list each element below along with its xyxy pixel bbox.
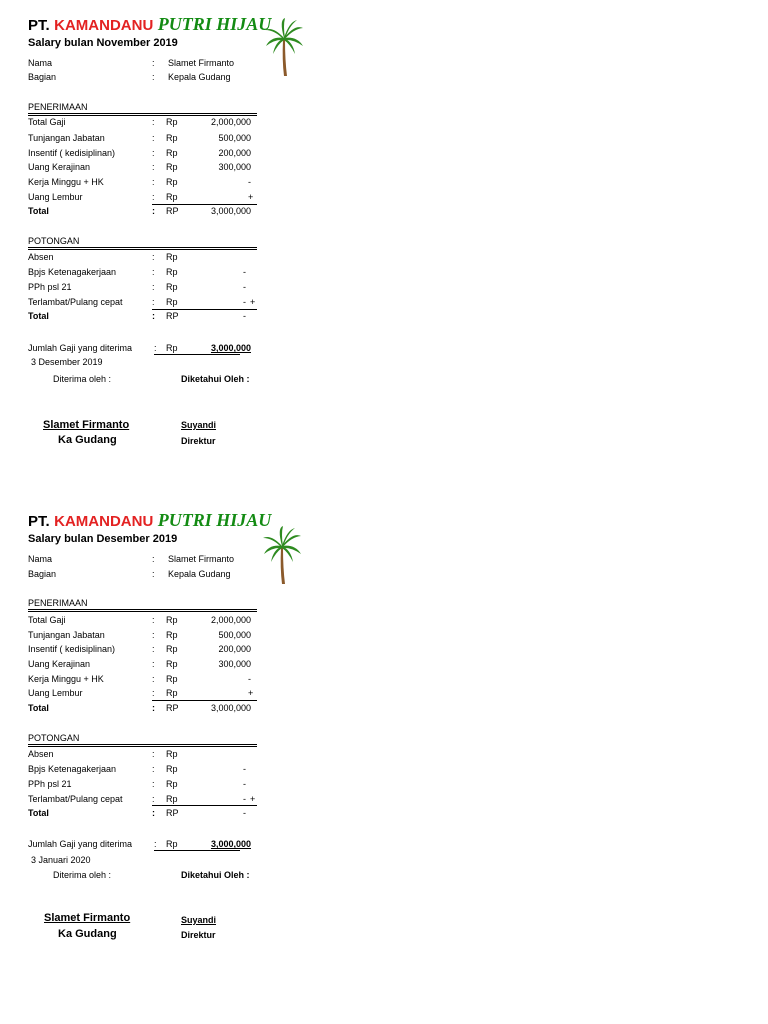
earning-label: Kerja Minggu + HK <box>28 674 104 684</box>
deduction-currency: Rp <box>166 794 178 804</box>
earning-colon: : <box>152 177 155 187</box>
info-row <box>28 56 268 70</box>
deduction-total-row <box>28 806 268 820</box>
acknowledged-by-label: Diketahui Oleh : <box>181 870 250 880</box>
deduction-row <box>28 747 268 761</box>
deduction-amount: - <box>243 282 246 292</box>
deduction-amount: - <box>243 297 246 307</box>
total-currency: RP <box>166 808 179 818</box>
earning-colon: : <box>152 659 155 669</box>
net-pay-currency: Rp <box>166 839 178 849</box>
info-row <box>28 567 268 581</box>
penerimaan-heading: PENERIMAAN <box>28 102 88 112</box>
deduction-label: Bpjs Ketenagakerjaan <box>28 267 117 277</box>
deduction-currency: Rp <box>166 282 178 292</box>
deduction-row <box>28 792 268 806</box>
info-colon: : <box>152 569 155 579</box>
total-amount: - <box>243 808 246 818</box>
deduction-label: Bpjs Ketenagakerjaan <box>28 764 117 774</box>
earning-currency: Rp <box>166 162 178 172</box>
deduction-colon: : <box>152 779 155 789</box>
earning-row <box>28 175 268 189</box>
earning-label: Uang Kerajinan <box>28 162 91 172</box>
deduction-row <box>28 777 268 791</box>
earning-colon: : <box>152 133 155 143</box>
company-name-suffix: PUTRI HIJAU <box>157 510 272 530</box>
net-pay-amount: 3,000,000 <box>210 343 251 353</box>
deduction-row <box>28 250 268 264</box>
total-amount: - <box>243 311 246 321</box>
slip-subtitle: Salary bulan Desember 2019 <box>28 533 178 545</box>
earning-amount: - <box>248 177 251 187</box>
salary-slip-november <box>0 0 768 490</box>
approver-title: Direktur <box>181 930 216 940</box>
earning-colon: : <box>152 162 155 172</box>
net-pay-underline <box>154 850 240 851</box>
earning-label: Insentif ( kedisiplinan) <box>28 644 116 654</box>
earning-currency: Rp <box>166 133 178 143</box>
deduction-row <box>28 295 268 309</box>
total-currency: RP <box>166 206 179 216</box>
earning-colon: : <box>152 630 155 640</box>
deduction-currency: Rp <box>166 252 178 262</box>
deduction-colon: : <box>152 282 155 292</box>
deduction-amount: - <box>243 764 246 774</box>
total-label: Total <box>28 703 49 713</box>
net-pay-row <box>28 341 268 355</box>
earning-colon: : <box>152 192 155 202</box>
deduction-colon: : <box>152 749 155 759</box>
earning-row <box>28 672 268 686</box>
total-colon: : <box>152 703 155 713</box>
info-value: Kepala Gudang <box>168 72 231 82</box>
company-name <box>28 14 271 35</box>
company-name-main: KAMANDANU <box>54 17 154 34</box>
deduction-label: PPh psl 21 <box>28 282 72 292</box>
earning-total-row <box>28 204 268 218</box>
deduction-currency: Rp <box>166 297 178 307</box>
earning-row <box>28 131 268 145</box>
net-pay-underline <box>154 354 240 355</box>
earning-row <box>28 146 268 160</box>
info-label: Nama <box>28 554 53 564</box>
total-colon: : <box>152 311 155 321</box>
net-pay-currency: Rp <box>166 343 178 353</box>
earning-amount: 300,000 <box>218 659 251 669</box>
earning-total-row <box>28 701 268 715</box>
palm-tree-icon <box>263 18 305 78</box>
earning-label: Insentif ( kedisiplinan) <box>28 148 116 158</box>
earning-colon: : <box>152 615 155 625</box>
total-label: Total <box>28 206 49 216</box>
deduction-amount: - <box>243 779 246 789</box>
earning-currency: Rp <box>166 615 178 625</box>
earning-plus: + <box>248 688 254 698</box>
info-value: Slamet Firmanto <box>168 554 235 564</box>
earning-currency: Rp <box>166 644 178 654</box>
net-pay-amount: 3,000,000 <box>210 839 251 849</box>
earning-colon: : <box>152 148 155 158</box>
company-name-main: KAMANDANU <box>54 513 154 530</box>
company-name <box>28 510 271 531</box>
earning-amount: 2,000,000 <box>210 615 251 625</box>
approver-title: Direktur <box>181 436 216 446</box>
received-by-label: Diterima oleh : <box>53 374 112 384</box>
deduction-colon: : <box>152 764 155 774</box>
net-pay-colon: : <box>154 343 157 353</box>
deduction-currency: Rp <box>166 267 178 277</box>
earning-amount: 200,000 <box>218 148 251 158</box>
deduction-currency: Rp <box>166 779 178 789</box>
info-colon: : <box>152 58 155 68</box>
slip-date: 3 Januari 2020 <box>31 855 91 865</box>
info-label: Nama <box>28 58 53 68</box>
earning-label: Tunjangan Jabatan <box>28 630 105 640</box>
deduction-colon: : <box>152 794 155 804</box>
potongan-heading: POTONGAN <box>28 733 80 743</box>
net-pay-row <box>28 837 268 851</box>
deduction-row <box>28 762 268 776</box>
total-label: Total <box>28 808 49 818</box>
company-prefix: PT. <box>28 17 50 34</box>
total-colon: : <box>152 808 155 818</box>
earning-currency: Rp <box>166 177 178 187</box>
earning-currency: Rp <box>166 674 178 684</box>
earning-label: Total Gaji <box>28 615 66 625</box>
earning-plus: + <box>248 192 254 202</box>
earning-colon: : <box>152 117 155 127</box>
net-pay-label: Jumlah Gaji yang diterima <box>28 343 133 353</box>
deduction-colon: : <box>152 252 155 262</box>
deduction-row <box>28 265 268 279</box>
earning-label: Uang Lembur <box>28 688 83 698</box>
earning-label: Total Gaji <box>28 117 66 127</box>
earning-row <box>28 613 268 627</box>
info-label: Bagian <box>28 569 57 579</box>
deduction-currency: Rp <box>166 764 178 774</box>
net-pay-label: Jumlah Gaji yang diterima <box>28 839 133 849</box>
earning-currency: Rp <box>166 192 178 202</box>
deduction-plus: + <box>250 297 256 307</box>
approver-name: Suyandi <box>181 420 217 430</box>
company-prefix: PT. <box>28 513 50 530</box>
earning-currency: Rp <box>166 148 178 158</box>
earning-amount: 300,000 <box>218 162 251 172</box>
deduction-label: Absen <box>28 749 54 759</box>
earning-label: Tunjangan Jabatan <box>28 133 105 143</box>
total-colon: : <box>152 206 155 216</box>
info-label: Bagian <box>28 72 57 82</box>
earning-colon: : <box>152 674 155 684</box>
deduction-row <box>28 280 268 294</box>
potongan-heading: POTONGAN <box>28 236 80 246</box>
received-by-label: Diterima oleh : <box>53 870 112 880</box>
earning-colon: : <box>152 644 155 654</box>
receiver-name: Slamet Firmanto <box>44 912 131 924</box>
info-row <box>28 70 268 84</box>
deduction-label: Terlambat/Pulang cepat <box>28 794 123 804</box>
receiver-title: Ka Gudang <box>58 434 117 446</box>
earning-row <box>28 160 268 174</box>
deduction-currency: Rp <box>166 749 178 759</box>
earning-row <box>28 190 268 204</box>
receiver-title: Ka Gudang <box>58 928 117 940</box>
slip-subtitle: Salary bulan November 2019 <box>28 37 178 49</box>
earning-currency: Rp <box>166 630 178 640</box>
company-name-suffix: PUTRI HIJAU <box>157 14 272 34</box>
total-currency: RP <box>166 703 179 713</box>
earning-label: Kerja Minggu + HK <box>28 177 104 187</box>
penerimaan-heading: PENERIMAAN <box>28 598 88 608</box>
info-row <box>28 552 268 566</box>
earning-amount: 500,000 <box>218 630 251 640</box>
deduction-colon: : <box>152 267 155 277</box>
total-amount: 3,000,000 <box>210 703 251 713</box>
deduction-label: Terlambat/Pulang cepat <box>28 297 123 307</box>
earning-label: Uang Kerajinan <box>28 659 91 669</box>
receiver-name: Slamet Firmanto <box>43 419 130 431</box>
earning-colon: : <box>152 688 155 698</box>
section-divider <box>28 609 257 612</box>
earning-row <box>28 115 268 129</box>
earning-label: Uang Lembur <box>28 192 83 202</box>
slip-date: 3 Desember 2019 <box>31 357 103 367</box>
acknowledged-by-label: Diketahui Oleh : <box>181 374 250 384</box>
total-amount: 3,000,000 <box>210 206 251 216</box>
total-label: Total <box>28 311 49 321</box>
earning-row <box>28 657 268 671</box>
net-pay-colon: : <box>154 839 157 849</box>
deduction-colon: : <box>152 297 155 307</box>
salary-slip-desember <box>0 496 768 986</box>
info-value: Kepala Gudang <box>168 569 231 579</box>
approver-name: Suyandi <box>181 915 217 925</box>
deduction-label: Absen <box>28 252 54 262</box>
earning-amount: 2,000,000 <box>210 117 251 127</box>
earning-row <box>28 642 268 656</box>
earning-currency: Rp <box>166 117 178 127</box>
deduction-amount: - <box>243 794 246 804</box>
earning-amount: - <box>248 674 251 684</box>
deduction-total-row <box>28 309 268 323</box>
earning-currency: Rp <box>166 688 178 698</box>
info-colon: : <box>152 554 155 564</box>
earning-amount: 200,000 <box>218 644 251 654</box>
info-colon: : <box>152 72 155 82</box>
total-currency: RP <box>166 311 179 321</box>
earning-row <box>28 628 268 642</box>
deduction-label: PPh psl 21 <box>28 779 72 789</box>
earning-amount: 500,000 <box>218 133 251 143</box>
deduction-amount: - <box>243 267 246 277</box>
earning-row <box>28 686 268 700</box>
earning-currency: Rp <box>166 659 178 669</box>
info-value: Slamet Firmanto <box>168 58 235 68</box>
deduction-plus: + <box>250 794 256 804</box>
